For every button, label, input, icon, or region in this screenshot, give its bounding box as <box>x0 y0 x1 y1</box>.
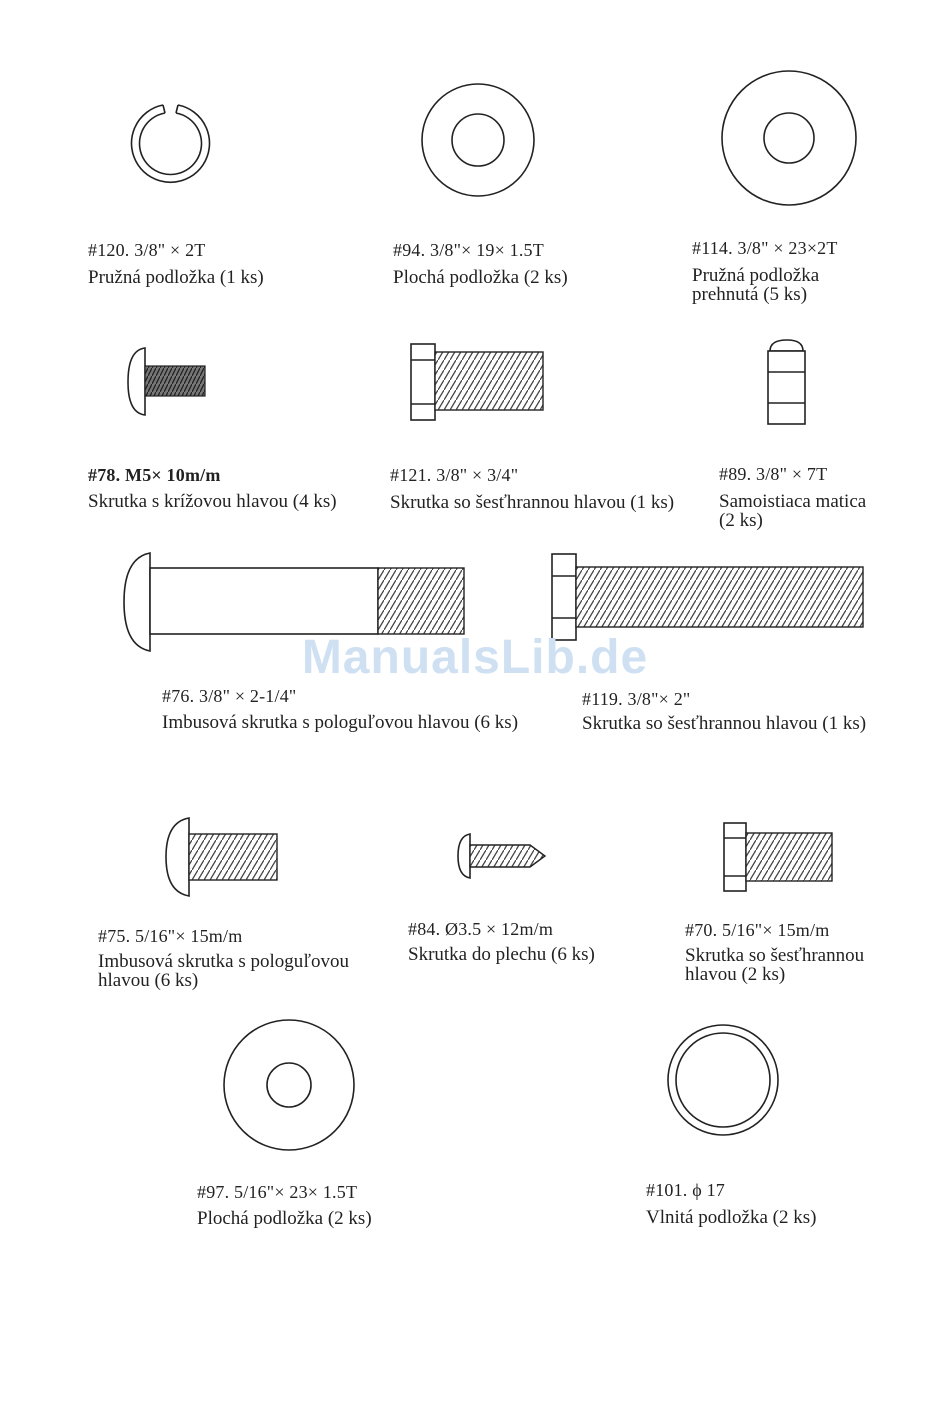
part-121-drawing <box>411 344 543 420</box>
part-76-code: #76. 3/8" × 2-1/4" <box>162 686 297 706</box>
part-76-desc: Imbusová skrutka s pologuľovou hlavou (6 ks) <box>162 712 519 733</box>
part-89-desc: Samoistiaca matica (2 ks) <box>719 491 867 531</box>
part-94-drawing <box>422 84 534 196</box>
part-75-drawing <box>166 818 277 896</box>
part-114-code: #114. 3/8" × 23×2T <box>692 238 838 258</box>
part-78-code: #78. M5× 10m/m <box>88 465 221 485</box>
part-121-code: #121. 3/8" × 3/4" <box>390 465 519 485</box>
part-89-drawing <box>768 340 805 424</box>
part-78-drawing <box>128 348 205 415</box>
part-70-drawing <box>724 823 832 891</box>
part-75-code: #75. 5/16"× 15m/m <box>98 926 243 946</box>
part-89-code: #89. 3/8" × 7T <box>719 464 828 484</box>
part-101-desc: Vlnitá podložka (2 ks) <box>646 1207 817 1228</box>
part-94-desc: Plochá podložka (2 ks) <box>393 267 568 288</box>
part-120-desc: Pružná podložka (1 ks) <box>88 267 264 288</box>
part-120-code: #120. 3/8" × 2T <box>88 240 206 260</box>
part-97-code: #97. 5/16"× 23× 1.5T <box>197 1182 358 1202</box>
part-119-code: #119. 3/8"× 2" <box>582 689 691 709</box>
part-120-drawing <box>131 105 209 182</box>
part-94-code: #94. 3/8"× 19× 1.5T <box>393 240 544 260</box>
part-84-drawing <box>458 834 545 878</box>
part-114-desc: Pružná podložka prehnutá (5 ks) <box>692 265 820 305</box>
part-84-code: #84. Ø3.5 × 12m/m <box>408 919 554 939</box>
part-70-code: #70. 5/16"× 15m/m <box>685 920 830 940</box>
part-97-desc: Plochá podložka (2 ks) <box>197 1208 372 1229</box>
part-114-drawing <box>722 71 856 205</box>
part-75-desc: Imbusová skrutka s pologuľovou hlavou (6 ks) <box>98 951 350 991</box>
part-119-desc: Skrutka so šesťhrannou hlavou (1 ks) <box>582 713 867 734</box>
watermark: ManualsLib.de <box>301 631 649 684</box>
part-78-desc: Skrutka s krížovou hlavou (4 ks) <box>88 491 337 512</box>
part-70-desc: Skrutka so šesťhrannou hlavou (2 ks) <box>685 945 865 985</box>
part-101-code: #101. ϕ 17 <box>646 1180 725 1200</box>
part-119-drawing <box>552 554 863 640</box>
part-121-desc: Skrutka so šesťhrannou hlavou (1 ks) <box>390 492 675 513</box>
part-84-desc: Skrutka do plechu (6 ks) <box>408 944 595 965</box>
part-101-drawing <box>668 1025 778 1135</box>
part-97-drawing <box>224 1020 354 1150</box>
